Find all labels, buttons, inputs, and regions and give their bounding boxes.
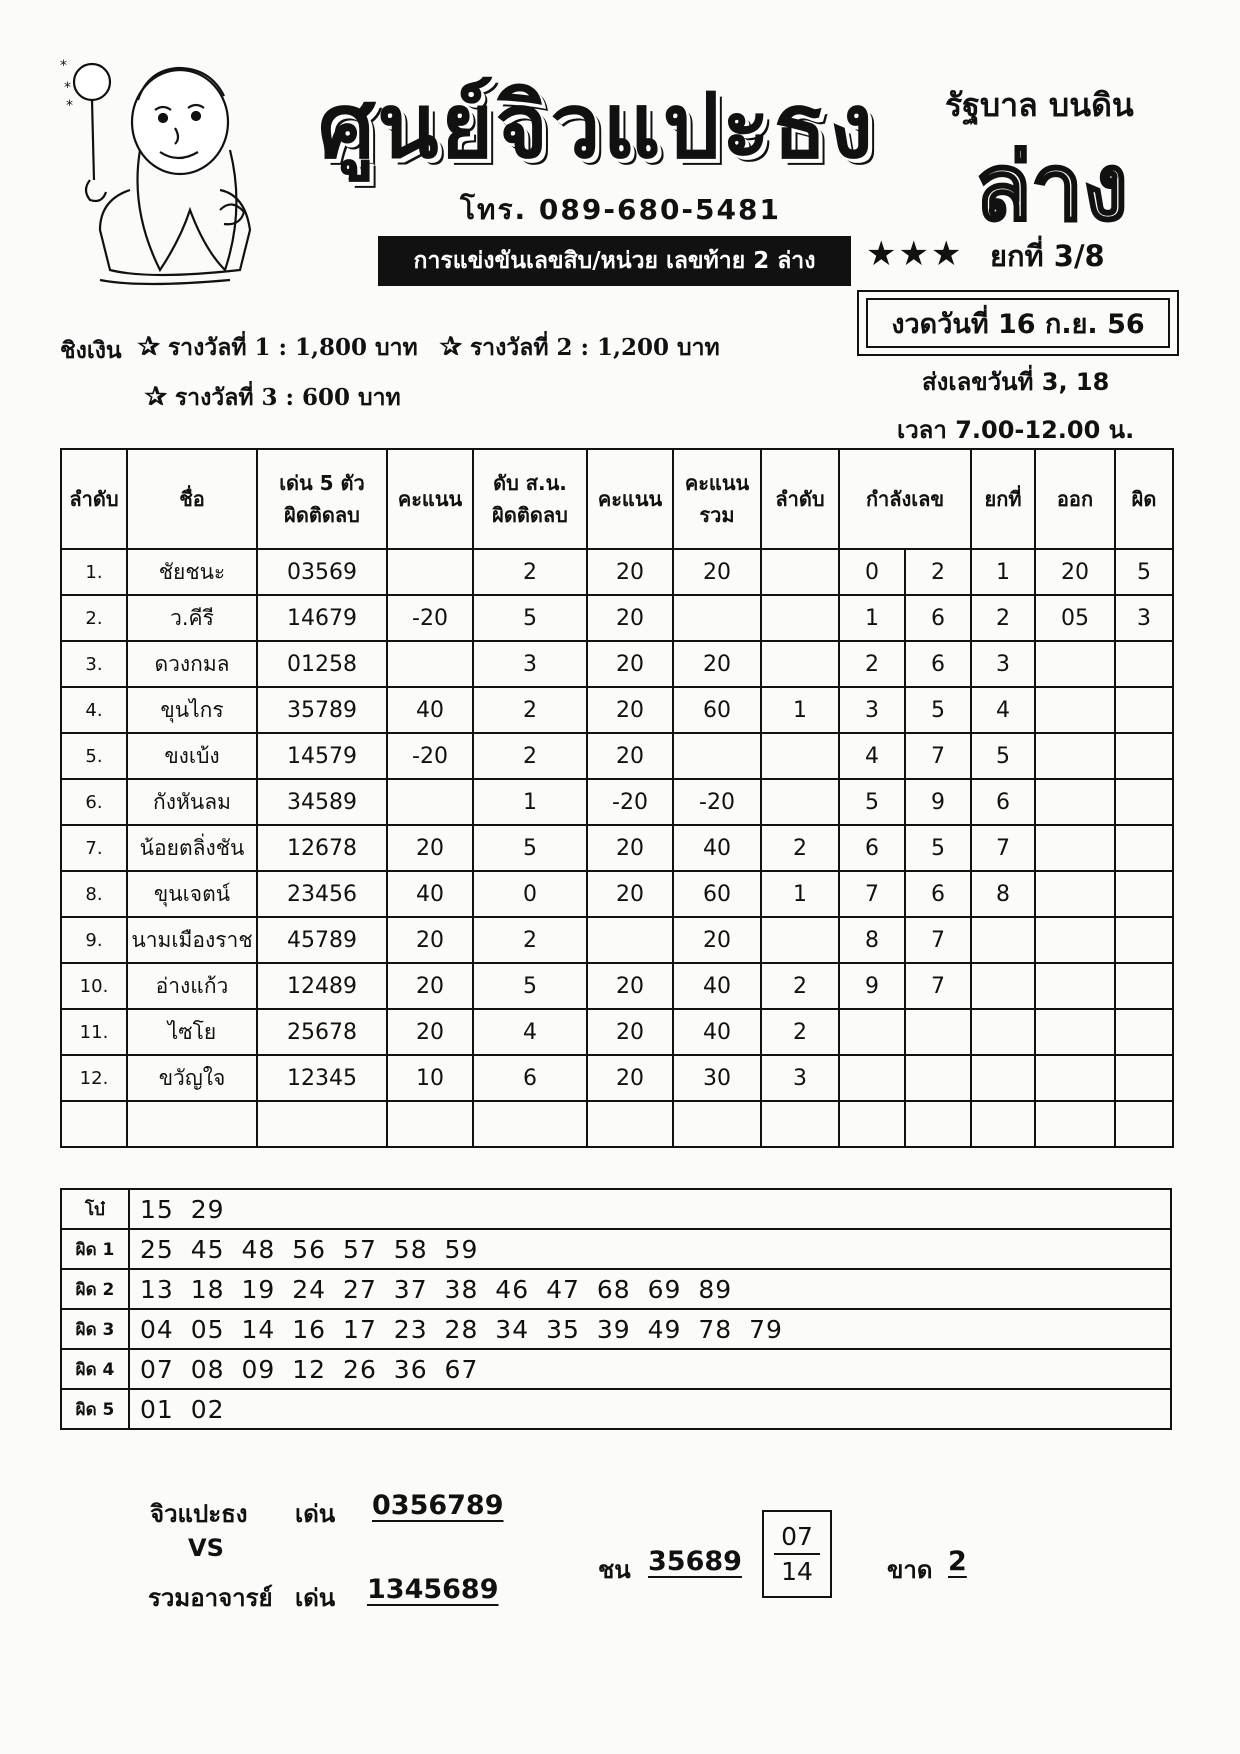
cell-s2: 20 (587, 963, 673, 1009)
cell-s1: 20 (387, 1009, 473, 1055)
miss-row (61, 1309, 1171, 1349)
cell-s2: 20 (587, 1055, 673, 1101)
cell-miss (1115, 1009, 1173, 1055)
player2-name: รวมอาจารย์ (148, 1584, 273, 1612)
cell-no: 8. (61, 871, 127, 917)
star-icon: ✰ (145, 382, 167, 412)
cell-sn: 3 (473, 641, 587, 687)
miss-row (61, 1229, 1171, 1269)
cell-sn: 5 (473, 825, 587, 871)
cell-no: 4. (61, 687, 127, 733)
cell-play: 35789 (257, 687, 387, 733)
cell-p1: 0 (839, 549, 905, 595)
cell-play (257, 1101, 387, 1147)
cell-out (1035, 779, 1115, 825)
header-power: กำลังเลข (839, 449, 971, 549)
table-row (61, 549, 1173, 595)
cell-name: ว.คีรี (127, 595, 257, 641)
miss-label: ผิด 4 (61, 1349, 129, 1389)
svg-text:*: * (60, 58, 67, 74)
cell-round: 6 (971, 779, 1035, 825)
cell-miss (1115, 917, 1173, 963)
cell-name: ขงเบ้ง (127, 733, 257, 779)
cell-sn: 2 (473, 733, 587, 779)
cell-p1 (839, 1101, 905, 1147)
cell-miss (1115, 641, 1173, 687)
cell-s1 (387, 549, 473, 595)
cell-s1: 20 (387, 825, 473, 871)
header-score: คะแนน (387, 449, 473, 549)
cell-total: 20 (673, 917, 761, 963)
cell-sn (473, 1101, 587, 1147)
score-table (60, 448, 1174, 1148)
cell-s2: 20 (587, 687, 673, 733)
cell-total: 40 (673, 963, 761, 1009)
cell-total: 20 (673, 641, 761, 687)
cell-order: 2 (761, 1009, 839, 1055)
table-row (61, 1101, 1173, 1147)
header-rank: ลำดับ (61, 449, 127, 549)
cell-play: 14679 (257, 595, 387, 641)
cell-sn: 1 (473, 779, 587, 825)
cell-total: -20 (673, 779, 761, 825)
cell-order: 2 (761, 825, 839, 871)
cell-p1: 2 (839, 641, 905, 687)
cell-miss (1115, 963, 1173, 1009)
cell-s2: 20 (587, 549, 673, 595)
cell-s2: 20 (587, 641, 673, 687)
cell-sn: 4 (473, 1009, 587, 1055)
cell-round: 5 (971, 733, 1035, 779)
table-row (61, 917, 1173, 963)
cell-sn: 0 (473, 871, 587, 917)
fraction-box (762, 1510, 832, 1598)
star-rating: ★★★ (866, 234, 964, 274)
cell-p1: 9 (839, 963, 905, 1009)
cell-total: 40 (673, 1009, 761, 1055)
table-row (61, 1055, 1173, 1101)
cell-sn: 2 (473, 549, 587, 595)
cell-p2: 2 (905, 549, 971, 595)
player2-play: 1345689 (367, 1574, 499, 1605)
cell-order: 2 (761, 963, 839, 1009)
fraction-top: 07 (781, 1522, 813, 1551)
cell-miss (1115, 687, 1173, 733)
cell-no: 3. (61, 641, 127, 687)
cell-p2 (905, 1101, 971, 1147)
cell-no: 9. (61, 917, 127, 963)
prize-label: ชิงเงิน (60, 337, 122, 364)
cell-name: นามเมืองราช (127, 917, 257, 963)
short-value: 2 (948, 1546, 967, 1577)
cell-p2: 6 (905, 641, 971, 687)
cell-round: 2 (971, 595, 1035, 641)
lower-label: ล่าง (975, 134, 1128, 241)
cell-sn: 6 (473, 1055, 587, 1101)
draw-date-box (857, 290, 1179, 356)
cell-p2: 6 (905, 871, 971, 917)
cell-total (673, 595, 761, 641)
cell-s1: 20 (387, 963, 473, 1009)
cell-sn: 2 (473, 917, 587, 963)
cell-sn: 5 (473, 963, 587, 1009)
miss-row (61, 1269, 1171, 1309)
cell-p1 (839, 1009, 905, 1055)
cell-order: 1 (761, 687, 839, 733)
cell-s2 (587, 917, 673, 963)
cell-round: 8 (971, 871, 1035, 917)
cell-play: 12345 (257, 1055, 387, 1101)
draw-date: งวดวันที่ 16 ก.ย. 56 (866, 298, 1170, 348)
cell-p2: 5 (905, 825, 971, 871)
miss-row (61, 1349, 1171, 1389)
miss-label: ผิด 1 (61, 1229, 129, 1269)
cell-p2 (905, 1009, 971, 1055)
table-row (61, 595, 1173, 641)
cell-s1 (387, 641, 473, 687)
vs-label: VS (188, 1534, 224, 1562)
cell-name: ขุนไกร (127, 687, 257, 733)
cell-no: 6. (61, 779, 127, 825)
cell-no: 10. (61, 963, 127, 1009)
cell-no: 5. (61, 733, 127, 779)
send-days: ส่งเลขวันที่ 3, 18 (922, 368, 1110, 396)
table-row (61, 871, 1173, 917)
cell-s1 (387, 779, 473, 825)
fraction-bottom: 14 (781, 1557, 813, 1586)
table-row (61, 963, 1173, 1009)
cell-total: 40 (673, 825, 761, 871)
cell-s2 (587, 1101, 673, 1147)
header-score-2: คะแนน (587, 449, 673, 549)
cell-round: 7 (971, 825, 1035, 871)
cell-miss (1115, 871, 1173, 917)
cell-p1: 6 (839, 825, 905, 871)
player1-play-label: เด่น (295, 1500, 336, 1528)
prize-1-text: รางวัลที่ 1 : 1,800 บาท (167, 334, 418, 361)
cell-p2 (905, 1055, 971, 1101)
cell-play: 45789 (257, 917, 387, 963)
miss-row (61, 1189, 1171, 1229)
cell-out (1035, 1055, 1115, 1101)
table-header-row (61, 449, 1173, 549)
time-window: เวลา 7.00-12.00 น. (897, 416, 1135, 444)
miss-label: ผิด 5 (61, 1389, 129, 1429)
header-miss: ผิด (1115, 449, 1173, 549)
cell-total (673, 733, 761, 779)
cell-order: 3 (761, 1055, 839, 1101)
prize-2-text: รางวัลที่ 2 : 1,200 บาท (469, 334, 720, 361)
miss-numbers: 15 29 (129, 1189, 1171, 1229)
cell-round (971, 917, 1035, 963)
miss-numbers: 07 08 09 12 26 36 67 (129, 1349, 1171, 1389)
cell-name: กังหันลม (127, 779, 257, 825)
cell-total: 20 (673, 549, 761, 595)
cell-out (1035, 1009, 1115, 1055)
cell-p2: 9 (905, 779, 971, 825)
table-row (61, 687, 1173, 733)
cell-name: ชัยชนะ (127, 549, 257, 595)
header-play: เด่น 5 ตัว ผิดติดลบ (257, 449, 387, 549)
cell-out (1035, 825, 1115, 871)
cell-play: 34589 (257, 779, 387, 825)
cell-order (761, 779, 839, 825)
header-sn: ดับ ส.น. ผิดติดลบ (473, 449, 587, 549)
table-row (61, 1009, 1173, 1055)
cell-sn: 5 (473, 595, 587, 641)
cell-order: 1 (761, 871, 839, 917)
cell-name (127, 1101, 257, 1147)
cell-s1 (387, 1101, 473, 1147)
cell-out: 05 (1035, 595, 1115, 641)
cell-order (761, 549, 839, 595)
cell-s1: -20 (387, 733, 473, 779)
header-order: ลำดับ (761, 449, 839, 549)
cell-p1: 1 (839, 595, 905, 641)
cell-sn: 2 (473, 687, 587, 733)
cell-round (971, 1009, 1035, 1055)
cell-order (761, 733, 839, 779)
cell-round: 4 (971, 687, 1035, 733)
cell-s2: 20 (587, 733, 673, 779)
cell-out (1035, 917, 1115, 963)
cell-s2: -20 (587, 779, 673, 825)
shop-title: ศูนย์จิวแปะธง (318, 74, 876, 179)
header-round: ยกที่ (971, 449, 1035, 549)
cell-p1: 7 (839, 871, 905, 917)
prize-1 (138, 330, 418, 366)
cell-miss (1115, 1055, 1173, 1101)
cell-s1: 40 (387, 871, 473, 917)
short-label: ขาด (887, 1556, 933, 1584)
cell-play: 23456 (257, 871, 387, 917)
cell-order (761, 917, 839, 963)
cell-miss: 3 (1115, 595, 1173, 641)
table-row (61, 733, 1173, 779)
cell-round (971, 963, 1035, 1009)
miss-label: โบ๋ (61, 1189, 129, 1229)
cell-s2: 20 (587, 825, 673, 871)
header-out: ออก (1035, 449, 1115, 549)
cell-out (1035, 733, 1115, 779)
cell-out (1035, 1101, 1115, 1147)
cell-no: 2. (61, 595, 127, 641)
cell-miss (1115, 1101, 1173, 1147)
player1-name: จิวแปะธง (150, 1500, 248, 1528)
miss-numbers: 13 18 19 24 27 37 38 46 47 68 69 89 (129, 1269, 1171, 1309)
cell-out (1035, 963, 1115, 1009)
cell-s1: -20 (387, 595, 473, 641)
miss-numbers: 04 05 14 16 17 23 28 34 35 39 49 78 79 (129, 1309, 1171, 1349)
miss-label: ผิด 2 (61, 1269, 129, 1309)
cell-no: 12. (61, 1055, 127, 1101)
cell-play: 03569 (257, 549, 387, 595)
miss-numbers: 25 45 48 56 57 58 59 (129, 1229, 1171, 1269)
misses-table (60, 1188, 1172, 1430)
cell-play: 01258 (257, 641, 387, 687)
cell-out (1035, 641, 1115, 687)
cell-p2: 7 (905, 733, 971, 779)
cell-s2: 20 (587, 1009, 673, 1055)
government-label: รัฐบาล บนดิน (945, 86, 1134, 124)
player1-play: 0356789 (372, 1490, 504, 1521)
cell-play: 25678 (257, 1009, 387, 1055)
win-value: 35689 (648, 1546, 742, 1577)
cell-s1: 10 (387, 1055, 473, 1101)
table-row (61, 825, 1173, 871)
cell-order (761, 1101, 839, 1147)
player2-play-label: เด่น (295, 1584, 336, 1612)
cell-s2: 20 (587, 595, 673, 641)
cell-p1 (839, 1055, 905, 1101)
cell-s1: 20 (387, 917, 473, 963)
prize-3-text: รางวัลที่ 3 : 600 บาท (174, 384, 401, 411)
cell-play: 12489 (257, 963, 387, 1009)
cell-p2: 5 (905, 687, 971, 733)
table-row (61, 779, 1173, 825)
header-total: คะแนน รวม (673, 449, 761, 549)
cell-p2: 7 (905, 917, 971, 963)
cell-miss (1115, 779, 1173, 825)
cell-out: 20 (1035, 549, 1115, 595)
miss-row (61, 1389, 1171, 1429)
cell-total: 60 (673, 871, 761, 917)
star-icon: ✰ (440, 332, 462, 362)
cell-s2: 20 (587, 871, 673, 917)
svg-text:*: * (66, 98, 73, 114)
miss-numbers: 01 02 (129, 1389, 1171, 1429)
cell-out (1035, 871, 1115, 917)
cell-p1: 3 (839, 687, 905, 733)
star-icon: ✰ (138, 332, 160, 362)
cell-order (761, 595, 839, 641)
cell-p1: 4 (839, 733, 905, 779)
cell-total: 60 (673, 687, 761, 733)
cell-miss (1115, 825, 1173, 871)
round-indicator: ยกที่ 3/8 (990, 239, 1105, 273)
phone-number: โทร. 089-680-5481 (460, 193, 781, 226)
cell-total (673, 1101, 761, 1147)
cell-order (761, 641, 839, 687)
cell-name: น้อยตลิ่งชัน (127, 825, 257, 871)
prize-3 (145, 380, 401, 416)
header-name: ชื่อ (127, 449, 257, 549)
cell-play: 14579 (257, 733, 387, 779)
cell-s1: 40 (387, 687, 473, 733)
cell-miss (1115, 733, 1173, 779)
cell-p1: 8 (839, 917, 905, 963)
cell-name: ขวัญใจ (127, 1055, 257, 1101)
cell-round (971, 1101, 1035, 1147)
cell-no: 11. (61, 1009, 127, 1055)
cell-p1: 5 (839, 779, 905, 825)
competition-banner: การแข่งขันเลขสิบ/หน่วย เลขท้าย 2 ล่าง (378, 236, 851, 286)
cell-name: อ่างแก้ว (127, 963, 257, 1009)
cell-no: 7. (61, 825, 127, 871)
win-label: ชน (598, 1556, 631, 1584)
cell-p2: 7 (905, 963, 971, 1009)
cell-round: 1 (971, 549, 1035, 595)
cell-round: 3 (971, 641, 1035, 687)
svg-text:*: * (64, 80, 71, 96)
cell-out (1035, 687, 1115, 733)
prize-2 (440, 330, 720, 366)
cell-round (971, 1055, 1035, 1101)
cell-no (61, 1101, 127, 1147)
cell-name: ไซโย (127, 1009, 257, 1055)
cell-total: 30 (673, 1055, 761, 1101)
cell-name: ดวงกมล (127, 641, 257, 687)
miss-label: ผิด 3 (61, 1309, 129, 1349)
cell-play: 12678 (257, 825, 387, 871)
old-man-mascot-illustration (60, 40, 270, 295)
table-row (61, 641, 1173, 687)
cell-no: 1. (61, 549, 127, 595)
cell-miss: 5 (1115, 549, 1173, 595)
cell-name: ขุนเจตน์ (127, 871, 257, 917)
cell-p2: 6 (905, 595, 971, 641)
